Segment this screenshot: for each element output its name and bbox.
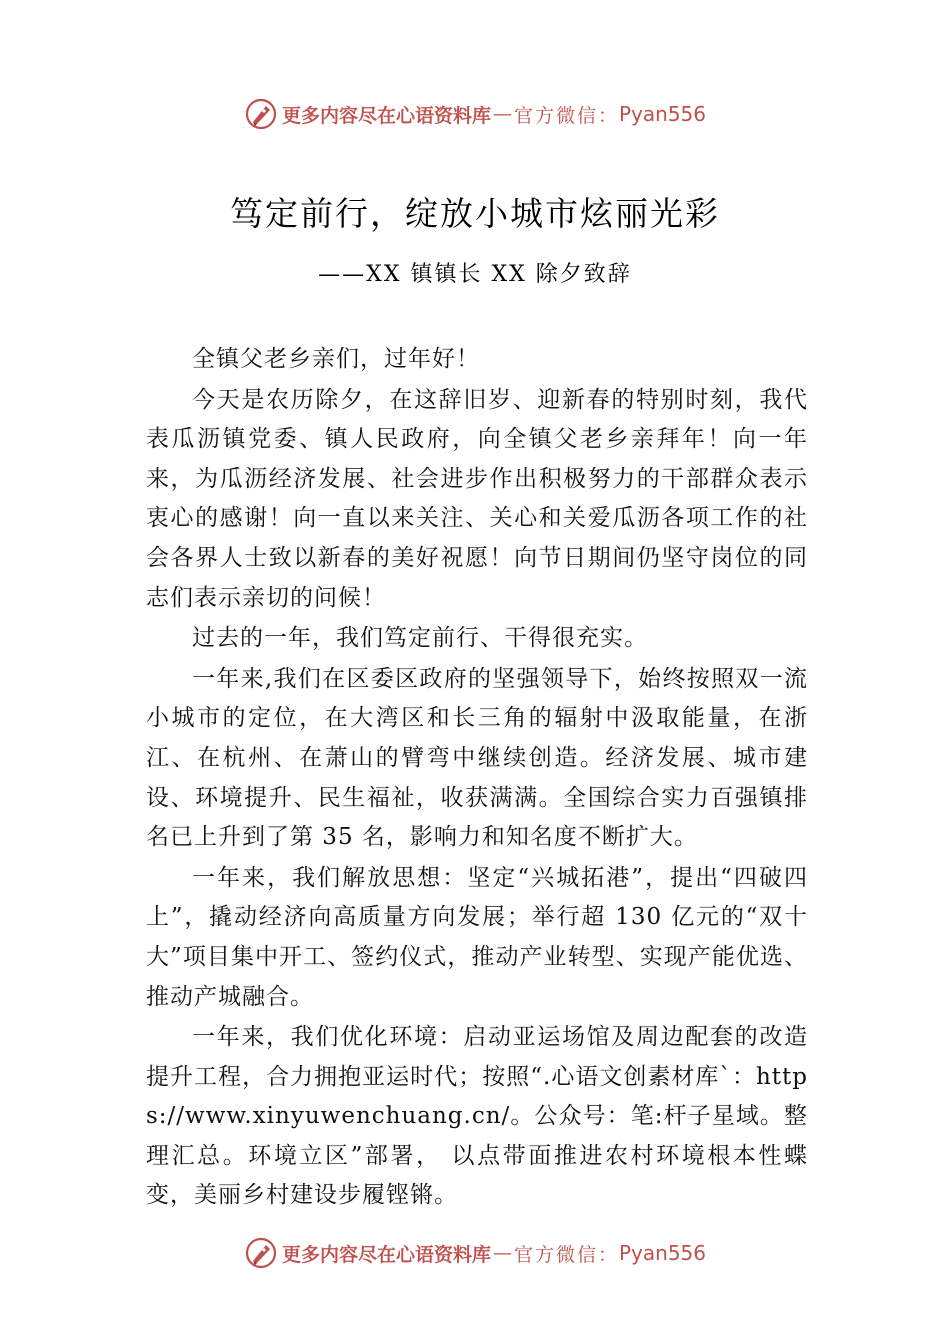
header-banner (0, 94, 950, 134)
banner-separator: — (492, 103, 512, 125)
document-title: 笃定前行，绽放小城市炫丽光彩 (230, 194, 720, 233)
banner-brand: 更多内容尽在心语资料库 (281, 104, 491, 127)
paragraph-past-year: 过去的一年，我们笃定前行、干得很充实。 (192, 625, 648, 652)
document-subtitle: ——XX 镇镇长 XX 除夕致辞 (318, 262, 632, 287)
banner-separator: — (492, 1242, 512, 1264)
banner-wechat-id: Pyan556 (619, 102, 707, 126)
paragraph-new-year-wishes: 今天是农历除夕，在这辞旧岁、迎新春的特别时刻，我代表瓜沥镇党委、镇人民政府，向全镇父老乡亲拜年！向一年来，为瓜沥经济发展、社会进步作出积极努力的干部群众表示衷心的感谢！向一直以来关注、关心和关爱瓜沥各项工作的社会各界人士致以新春的美好祝愿！向节日期间仍坚守岗位的同志们表示亲切的问候！ (146, 386, 808, 611)
banner-wechat-label: 官方微信： (513, 1243, 619, 1266)
banner-brand: 更多内容尽在心语资料库 (281, 1243, 491, 1266)
pen-nib-icon (244, 97, 278, 131)
paragraph-greeting: 全镇父老乡亲们，过年好！ (192, 346, 480, 372)
document-body (146, 340, 808, 1216)
banner-wechat-label: 官方微信： (513, 104, 619, 127)
footer-banner (0, 1233, 950, 1273)
paragraph-optimize-environment: 一年来，我们优化环境：启动亚运场馆及周边配套的改造提升工程，合力拥抱亚运时代；按照“.心语文创素材库`：https://www.xinyuwenchuang.cn/。公众号：笔:杆子星域。整理汇总。环境立区”部署， 以点带面推进农村环境根本性蝶变，美丽乡村建设步履铿锵。 (146, 1024, 808, 1209)
paragraph-liberate-thinking: 一年来，我们解放思想：坚定“兴城拓港”，提出“四破四上”，撬动经济向高质量方向发展；举行超 130 亿元的“双十大”项目集中开工、签约仪式，推动产业转型、实现产能优选、推动产城融合。 (146, 864, 808, 1010)
pen-nib-icon (244, 1236, 278, 1270)
paragraph-achievements: 一年来,我们在区委区政府的坚强领导下，始终按照双一流小城市的定位，在大湾区和长三角的辐射中汲取能量，在浙江、在杭州、在萧山的臂弯中继续创造。经济发展、城市建设、环境提升、民生福祉，收获满满。全国综合实力百强镇排名已上升到了第 35 名，影响力和知名度不断扩大。 (146, 665, 808, 851)
banner-wechat-id: Pyan556 (619, 1241, 707, 1265)
